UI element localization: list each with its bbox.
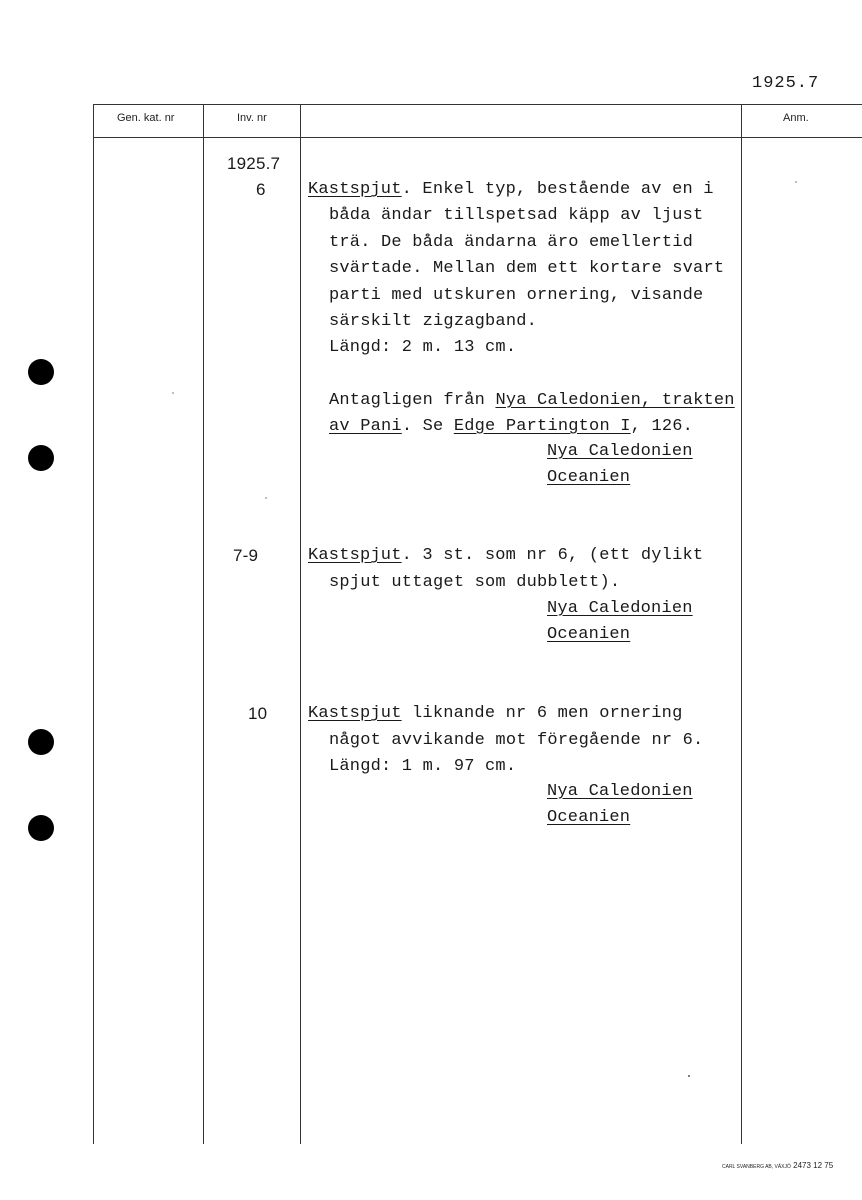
column-rule — [300, 104, 301, 1144]
entry-line: båda ändar tillspetsad käpp av ljust — [329, 206, 704, 225]
printer-footer: CARL SVANBERG AB, VÄXJÖ 2473 12 75 — [722, 1161, 834, 1170]
entry-note: av Pani. Se Edge Partington I, 126. — [329, 417, 694, 436]
note-reference: Edge Partington I — [453, 417, 631, 436]
binder-hole — [28, 815, 54, 841]
entry-region: Nya Caledonien — [547, 599, 693, 618]
paper-speck — [265, 497, 267, 499]
entry-region: Nya Caledonien — [547, 442, 693, 461]
column-rule — [741, 104, 742, 1144]
entry-line: spjut uttaget som dubblett). — [329, 573, 621, 592]
entry-line: Kastspjut liknande nr 6 men ornering — [308, 704, 683, 723]
entry-continent: Oceanien — [547, 808, 631, 827]
header-top-rule — [93, 104, 862, 105]
entry-length: Längd: 1 m. 97 cm. — [329, 757, 517, 776]
entry-line: Kastspjut. 3 st. som nr 6, (ett dylikt — [308, 546, 704, 565]
entry-line: svärtade. Mellan dem ett kortare svart — [329, 259, 725, 278]
paper-speck — [688, 1075, 690, 1077]
note-place: av Pani — [329, 417, 402, 436]
header-inv-nr: Inv. nr — [237, 112, 267, 124]
entry-line: Kastspjut. Enkel typ, bestående av en i — [308, 180, 714, 199]
binder-hole — [28, 445, 54, 471]
column-rule — [93, 104, 94, 1144]
page-number: 1925.7 — [752, 74, 820, 93]
entry-line: något avvikande mot föregående nr 6. — [329, 731, 704, 750]
entry-term: Kastspjut — [308, 180, 402, 199]
entry-line: särskilt zigzagband. — [329, 312, 538, 331]
entry-note: Antagligen från Nya Caledonien, trakten — [329, 391, 735, 410]
entry-term: Kastspjut — [308, 546, 402, 565]
entry-continent: Oceanien — [547, 468, 631, 487]
inv-number: 7-9 — [233, 546, 259, 565]
header-bottom-rule — [93, 137, 862, 138]
column-rule — [203, 104, 204, 1144]
entry-region: Nya Caledonien — [547, 782, 693, 801]
binder-hole — [28, 359, 54, 385]
entry-term: Kastspjut — [308, 704, 402, 723]
entry-length: Längd: 2 m. 13 cm. — [329, 338, 517, 357]
entry-continent: Oceanien — [547, 625, 631, 644]
header-gen-kat-nr: Gen. kat. nr — [117, 112, 175, 124]
entry-line: trä. De båda ändarna äro emellertid — [329, 233, 694, 252]
entry-line: parti med utskuren ornering, visande — [329, 286, 704, 305]
binder-hole — [28, 729, 54, 755]
inv-year: 1925.7 — [227, 154, 281, 173]
paper-speck — [795, 181, 797, 183]
inv-number: 6 — [256, 180, 266, 199]
header-anm: Anm. — [783, 112, 809, 124]
paper-speck — [172, 392, 174, 394]
note-place: Nya Caledonien, trakten — [495, 391, 735, 410]
inv-number: 10 — [248, 704, 268, 723]
